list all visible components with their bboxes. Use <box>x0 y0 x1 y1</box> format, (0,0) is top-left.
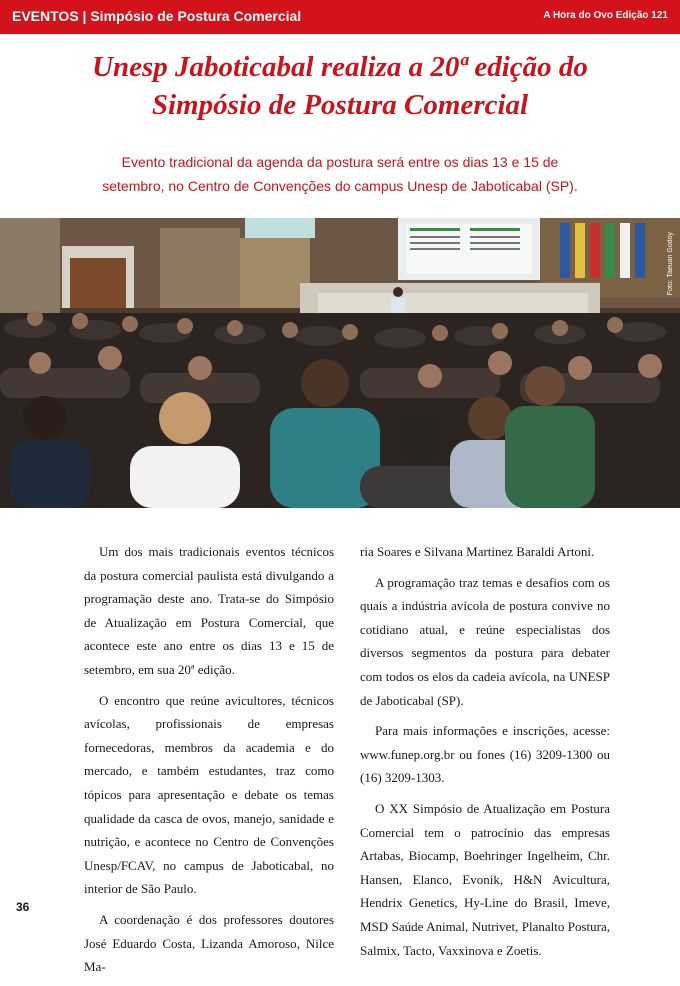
headline-line-2: Simpósio de Postura Comercial <box>151 89 529 121</box>
body-paragraph: O encontro que reúne avicultores, técnicos avícolas, profissionais de empresas fornecedoras, membros da academia e do mercado, e também estudantes, traz como tópicos para apresentação e debate os temas qualidade da casca de ovos, manejo, sanidade e nutrição, e acontece no Centro de Convenções Unesp/FCAV, no campus de Jaboticabal, no interior de São Paulo. <box>84 692 334 897</box>
body-column-right <box>360 540 610 969</box>
article-headline <box>40 48 640 124</box>
headline-line-1: Unesp Jaboticabal realiza a 20ª edição do <box>92 51 588 83</box>
top-banner <box>0 0 680 34</box>
photo-credit: Foto: Taeuan Godoy <box>667 232 674 296</box>
deck-line-2: setembro, no Centro de Convenções do campus Unesp de Jaboticabal (SP). <box>102 178 578 194</box>
deck-line-1: Evento tradicional da agenda da postura será entre os dias 13 e 15 de <box>121 154 559 170</box>
auditorium-scene <box>0 218 680 508</box>
event-photo <box>0 218 680 508</box>
issue-label: A Hora do Ovo Edição 121 <box>543 10 668 21</box>
body-paragraph: Um dos mais tradicionais eventos técnicos da postura comercial paulista está divulgando a programação deste ano. Trata-se do Simpósio de Atualização em Postura Comercial, que acontece este ano entre os dias 13 e 15 de setembro, em sua 20ª edição. <box>84 544 334 677</box>
body-paragraph-continued: ria Soares e Silvana Martinez Baraldi Artoni. <box>360 544 595 559</box>
page-number: 36 <box>16 900 30 914</box>
body-paragraph: Para mais informações e inscrições, acesse: www.funep.org.br ou fones (16) 3209-1300 ou (16) 3209-1303. <box>360 723 610 786</box>
body-paragraph: O XX Simpósio de Atualização em Postura Comercial tem o patrocínio das empresas Artabas, Biocamp, Boehringer Ingelheim, Chr. Hansen, Elanco, Evonik, H&N Avicultura, Hendrix Genetics, Hy-Line do Brasil, Imeve, MSD Saúde Animal, Nutrivet, Planalto Postura, Salmix, Tacto, Vaxxinova e Zoetis. <box>360 800 610 958</box>
body-paragraph: A coordenação é dos professores doutores José Eduardo Costa, Lizanda Amoroso, Nilce Ma- <box>84 911 334 975</box>
body-column-left <box>84 540 334 986</box>
section-label: EVENTOS | Simpósio de Postura Comercial <box>12 8 302 24</box>
body-paragraph: A programação traz temas e desafios com os quais a indústria avícola de postura convive no cotidiano atual, e reúne especialistas dos diversos segmentos da postura para debater com todos os elos da cadeia avícola, na UNESP de Jaboticabal (SP). <box>360 574 610 708</box>
article-deck <box>70 150 610 198</box>
